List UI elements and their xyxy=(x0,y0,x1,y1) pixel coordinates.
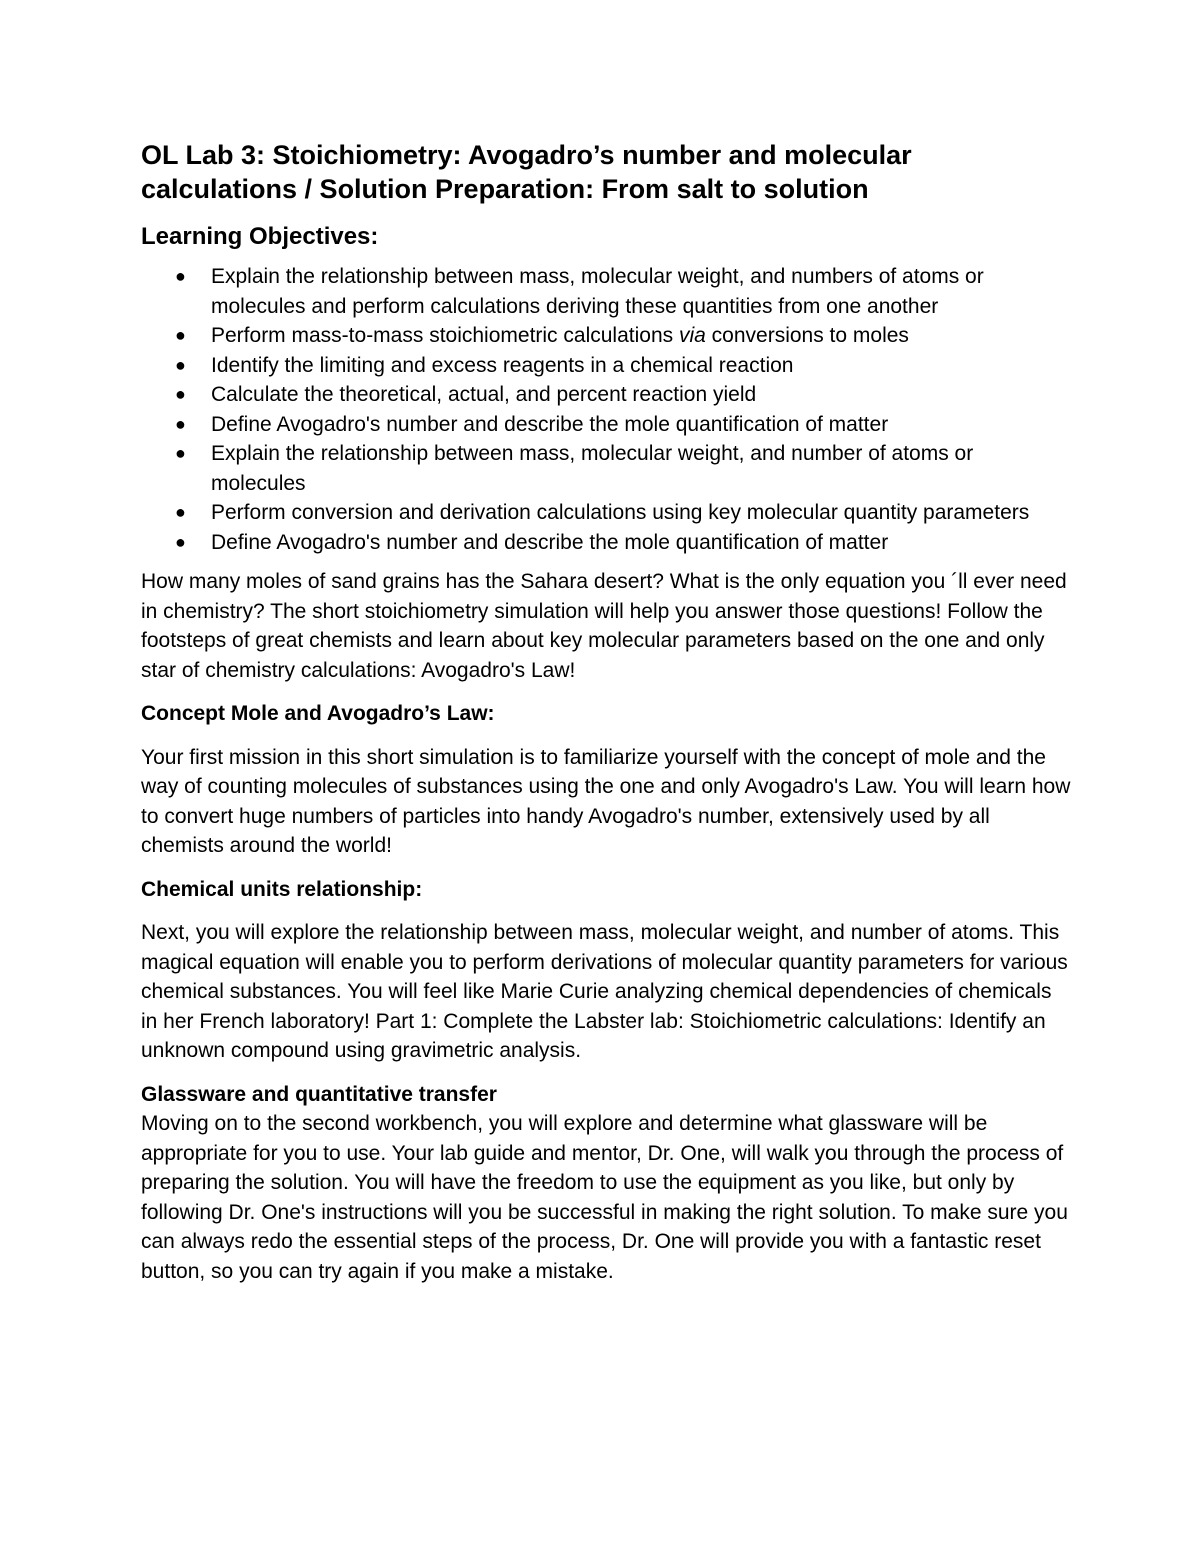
section-heading-concept-mole: Concept Mole and Avogadro’s Law: xyxy=(141,702,495,725)
list-item xyxy=(141,439,1071,498)
list-item xyxy=(141,351,1071,381)
list-item-text: Identify the limiting and excess reagents in a chemical reaction xyxy=(211,353,794,377)
section-heading-chemical-units: Chemical units relationship: xyxy=(141,877,423,901)
list-item xyxy=(141,410,1071,440)
section-body-chemical-units: Next, you will explore the relationship between mass, molecular weight, and number of atoms. This magical equation will enable you to perform derivations of molecular quantity parameters for various chemical substances. You will feel like Marie Curie analyzing chemical dependencies of chemicals in her French laboratory! Part 1: Complete the Labster lab: Stoichiometric calculations: Identify an unknown compound using gravimetric analysis. xyxy=(141,921,1068,1062)
bullet-icon: ● xyxy=(175,384,186,404)
bullet-icon: ● xyxy=(175,413,186,434)
bullet-icon: ● xyxy=(175,325,186,345)
list-item xyxy=(141,498,1071,528)
list-item-text: Explain the relationship between mass, molecular weight, and number of atoms or molecules xyxy=(211,442,974,495)
objectives-heading: Learning Objectives: xyxy=(141,223,379,250)
list-item xyxy=(141,380,1071,410)
section-body-glassware: Moving on to the second workbench, you will explore and determine what glassware will be appropriate for you to use. Your lab guide and mentor, Dr. One, will walk you through the process of preparing the solution. You will have the freedom to use the equipment as you like, but only by following Dr. One's instructions will you be successful in making the right solution. To make sure you can always redo the essential steps of the process, Dr. One will provide you with a fantastic reset button, so you can try again if you make a mistake. xyxy=(141,1112,1068,1283)
bullet-icon: ● xyxy=(175,443,186,463)
list-item-text: Calculate the theoretical, actual, and percent reaction yield xyxy=(211,383,757,406)
list-item-text: Perform conversion and derivation calculations using key molecular quantity parameters xyxy=(211,501,1030,524)
objectives-list xyxy=(141,262,1071,557)
intro-paragraph: How many moles of sand grains has the Sahara desert? What is the only equation you ´ll ever need in chemistry? The short stoichiometry simulation will help you answer those questions! Follow the footsteps of great chemists and learn about key molecular parameters based on the one and only star of chemistry calculations: Avogadro's Law! xyxy=(141,570,1067,682)
bullet-icon: ● xyxy=(175,266,186,286)
list-item-text: Define Avogadro's number and describe the mole quantification of matter xyxy=(211,530,889,554)
list-item xyxy=(141,528,1071,558)
list-item-text: Explain the relationship between mass, molecular weight, and numbers of atoms or molecules and perform calculations deriving these quantities from one another xyxy=(211,265,984,318)
section-heading-glassware: Glassware and quantitative transfer xyxy=(141,1082,497,1106)
list-item xyxy=(141,262,1071,321)
list-item-text-after: conversions to moles xyxy=(705,324,909,347)
bullet-icon: ● xyxy=(175,531,186,552)
list-item-text-before: Perform mass-to-mass stoichiometric calculations xyxy=(211,324,679,347)
bullet-icon: ● xyxy=(175,502,186,522)
list-item-text-italic: via xyxy=(678,324,706,347)
document-title: OL Lab 3: Stoichiometry: Avogadro’s number and molecular calculations / Solution Preparation: From salt to solution xyxy=(141,140,912,204)
section-body-concept-mole: Your first mission in this short simulation is to familiarize yourself with the concept of mole and the way of counting molecules of substances using the one and only Avogadro's Law. You will learn how to convert huge numbers of particles into handy Avogadro's number, extensively used by all chemists around the world! xyxy=(141,745,1071,857)
document-page xyxy=(141,138,1071,1300)
list-item xyxy=(141,321,1071,351)
list-item-text: Define Avogadro's number and describe the mole quantification of matter xyxy=(211,412,889,436)
bullet-icon: ● xyxy=(175,354,186,375)
